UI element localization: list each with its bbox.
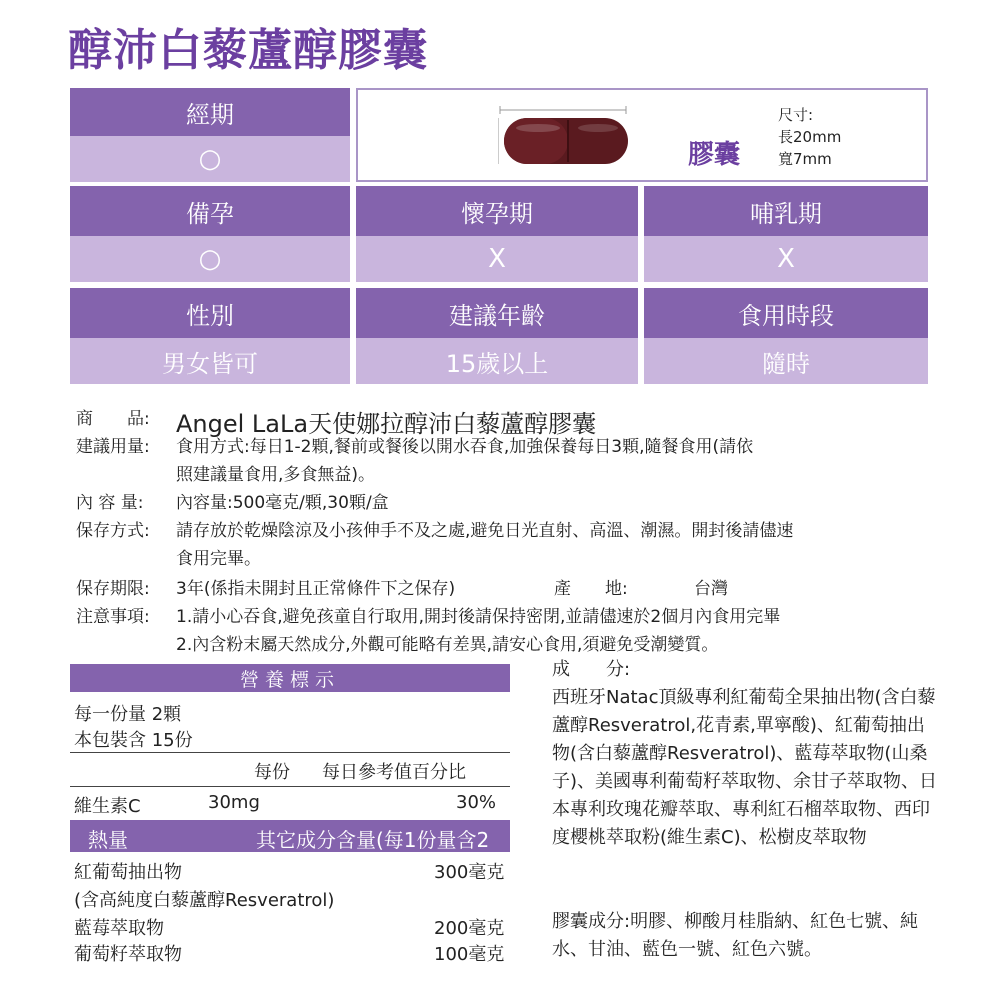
notes-label: 注意事項: <box>76 607 150 627</box>
notes-line2: 2.內含粉末屬天然成分,外觀可能略有差異,請安心食用,須避免受潮變質。 <box>176 635 719 655</box>
vitc-name: 維生素C <box>74 796 141 817</box>
content-label: 內 容 量: <box>76 493 144 513</box>
calories-label: 熱量 <box>88 828 128 852</box>
storage-line1: 請存放於乾燥陰涼及小孩伸手不及之處,避免日光直射、高溫、潮濕。開封後請儘速 <box>176 521 794 541</box>
storage-line2: 食用完畢。 <box>176 549 261 569</box>
size-length: 長20mm <box>778 128 842 146</box>
item2-amount: 200毫克 <box>434 918 505 939</box>
col-daily-value: 每日參考值百分比 <box>322 762 466 783</box>
vitc-amount: 30mg <box>208 792 260 813</box>
item3-name: 葡萄籽萃取物 <box>74 944 182 965</box>
vitc-dv: 30% <box>456 792 497 813</box>
col-per-serving: 每份 <box>254 762 290 783</box>
nutrition-header: 營養標示 <box>70 664 510 692</box>
divider <box>70 786 510 787</box>
capsule-image <box>498 106 628 168</box>
ingredients-label: 成 分: <box>552 659 631 680</box>
item1-note: (含高純度白藜蘆醇Resveratrol) <box>74 890 335 911</box>
period-value: ○ <box>70 136 350 182</box>
capsule-panel <box>356 88 928 182</box>
item2-name: 藍莓萃取物 <box>74 918 164 939</box>
capsule-label: 膠囊 <box>688 140 741 170</box>
usage-label: 建議用量: <box>76 437 150 457</box>
ingredients-text: 西班牙Natac頂級專利紅葡萄全果抽出物(含白藜蘆醇Resveratrol,花青素,單寧酸)、紅葡萄抽出物(含白藜蘆醇Resveratrol)、藍莓萃取物(山桑子)、美國專利葡萄籽萃取物、余甘子萃取物、日本專利玫瑰花瓣萃取、專利紅石榴萃取物、西印度櫻桃萃取粉(維生素C)、松樹皮萃取物 <box>552 687 938 848</box>
item1-name: 紅葡萄抽出物 <box>74 862 182 883</box>
content-value: 內容量:500毫克/顆,30顆/盒 <box>176 493 389 513</box>
item1-amount: 300毫克 <box>434 862 505 883</box>
other-ingredients-label: 其它成分含量(每1份量含2粒) <box>256 828 490 881</box>
usage-line2: 照建議量食用,多食無益)。 <box>176 465 376 485</box>
time-value: 隨時 <box>644 338 928 384</box>
pregnant-value: X <box>356 236 638 282</box>
prep-value: ○ <box>70 236 350 282</box>
item3-amount: 100毫克 <box>434 944 505 965</box>
lactation-value: X <box>644 236 928 282</box>
gender-value: 男女皆可 <box>70 338 350 384</box>
age-value: 15歲以上 <box>356 338 638 384</box>
period-header: 經期 <box>70 88 350 136</box>
product-name: Angel LaLa天使娜拉醇沛白藜蘆醇膠囊 <box>176 410 597 438</box>
servings-per-pack: 本包裝含 15份 <box>74 730 193 751</box>
shelf-value: 3年(係指未開封且正常條件下之保存) <box>176 579 456 599</box>
serving-size: 每一份量 2顆 <box>74 704 182 725</box>
origin-value: 台灣 <box>694 579 728 599</box>
usage-line1: 食用方式:每日1-2顆,餐前或餐後以開水吞食,加強保養每日3顆,隨餐食用(請依 <box>176 437 754 457</box>
capsule-size <box>778 104 841 170</box>
prep-header: 備孕 <box>70 186 350 236</box>
product-label: 商 品: <box>76 409 150 429</box>
gender-header: 性別 <box>70 288 350 338</box>
size-width: 寬7mm <box>778 150 832 168</box>
page-title: 醇沛白藜蘆醇膠囊 <box>68 25 428 76</box>
storage-label: 保存方式: <box>76 521 150 541</box>
size-title: 尺寸: <box>778 106 814 124</box>
origin-label: 產 地: <box>554 579 628 599</box>
shelf-label: 保存期限: <box>76 579 150 599</box>
notes-line1: 1.請小心吞食,避免孩童自行取用,開封後請保持密閉,並請儘速於2個月內食用完畢 <box>176 607 781 627</box>
time-header: 食用時段 <box>644 288 928 338</box>
divider <box>70 752 510 753</box>
age-header: 建議年齡 <box>356 288 638 338</box>
pregnant-header: 懷孕期 <box>356 186 638 236</box>
lactation-header: 哺乳期 <box>644 186 928 236</box>
capsule-ingredients: 膠囊成分:明膠、柳酸月桂脂納、紅色七號、純水、甘油、藍色一號、紅色六號。 <box>552 911 919 960</box>
